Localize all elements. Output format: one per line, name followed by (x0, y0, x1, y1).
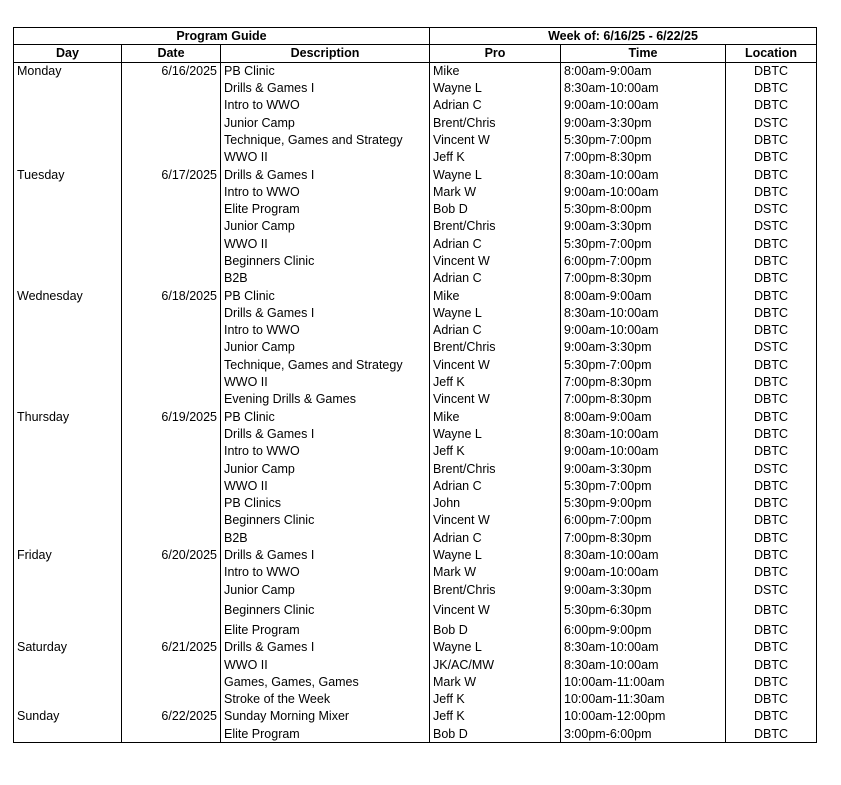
column-header-time: Time (561, 45, 726, 62)
schedule-row (14, 200, 817, 217)
day-cell: Tuesday (14, 166, 122, 183)
pro-cell: Adrian C (430, 270, 561, 287)
day-cell (14, 725, 122, 742)
date-cell (122, 373, 221, 390)
description-cell: Sunday Morning Mixer (221, 708, 430, 725)
pro-cell: Wayne L (430, 304, 561, 321)
day-cell (14, 79, 122, 96)
location-cell: DBTC (726, 690, 817, 707)
description-cell: WWO II (221, 235, 430, 252)
time-cell: 5:30pm-7:00pm (561, 356, 726, 373)
date-cell (122, 673, 221, 690)
pro-cell: John (430, 495, 561, 512)
date-cell (122, 725, 221, 742)
location-cell: DBTC (726, 656, 817, 673)
time-cell: 9:00am-3:30pm (561, 114, 726, 131)
day-cell (14, 149, 122, 166)
description-cell: Technique, Games and Strategy (221, 131, 430, 148)
schedule-row (14, 270, 817, 287)
location-cell: DBTC (726, 356, 817, 373)
location-cell: DBTC (726, 477, 817, 494)
schedule-row (14, 391, 817, 408)
description-cell: PB Clinic (221, 62, 430, 79)
pro-cell: Adrian C (430, 529, 561, 546)
date-cell (122, 690, 221, 707)
description-cell: Evening Drills & Games (221, 391, 430, 408)
description-cell: WWO II (221, 656, 430, 673)
description-cell: Junior Camp (221, 339, 430, 356)
time-cell: 5:30pm-7:00pm (561, 477, 726, 494)
date-cell: 6/17/2025 (122, 166, 221, 183)
day-cell (14, 270, 122, 287)
time-cell: 8:30am-10:00am (561, 639, 726, 656)
location-cell: DSTC (726, 581, 817, 598)
pro-cell: Vincent W (430, 512, 561, 529)
location-cell: DBTC (726, 621, 817, 638)
date-cell (122, 564, 221, 581)
location-cell: DBTC (726, 131, 817, 148)
day-cell: Friday (14, 546, 122, 563)
schedule-row (14, 708, 817, 725)
day-cell (14, 304, 122, 321)
schedule-row (14, 529, 817, 546)
schedule-row (14, 218, 817, 235)
pro-cell: Mike (430, 408, 561, 425)
program-guide-table (13, 27, 817, 743)
date-cell (122, 183, 221, 200)
schedule-row (14, 131, 817, 148)
day-cell (14, 495, 122, 512)
day-cell (14, 621, 122, 638)
day-cell (14, 512, 122, 529)
date-cell (122, 356, 221, 373)
description-cell: PB Clinics (221, 495, 430, 512)
date-cell: 6/19/2025 (122, 408, 221, 425)
date-cell: 6/21/2025 (122, 639, 221, 656)
pro-cell: Wayne L (430, 546, 561, 563)
date-cell (122, 97, 221, 114)
day-cell (14, 529, 122, 546)
location-cell: DBTC (726, 443, 817, 460)
day-cell (14, 373, 122, 390)
time-cell: 5:30pm-7:00pm (561, 131, 726, 148)
description-cell: Intro to WWO (221, 564, 430, 581)
schedule-row (14, 639, 817, 656)
day-cell (14, 598, 122, 621)
location-cell: DBTC (726, 564, 817, 581)
time-cell: 9:00am-10:00am (561, 183, 726, 200)
location-cell: DBTC (726, 598, 817, 621)
date-cell (122, 270, 221, 287)
pro-cell: Wayne L (430, 79, 561, 96)
time-cell: 8:30am-10:00am (561, 546, 726, 563)
schedule-row (14, 598, 817, 621)
column-header-date: Date (122, 45, 221, 62)
location-cell: DBTC (726, 391, 817, 408)
date-cell: 6/16/2025 (122, 62, 221, 79)
date-cell (122, 218, 221, 235)
schedule-row (14, 356, 817, 373)
date-cell (122, 598, 221, 621)
pro-cell: Bob D (430, 621, 561, 638)
day-cell (14, 460, 122, 477)
pro-cell: Mike (430, 62, 561, 79)
location-cell: DBTC (726, 183, 817, 200)
description-cell: Drills & Games I (221, 79, 430, 96)
day-cell (14, 690, 122, 707)
pro-cell: Jeff K (430, 149, 561, 166)
location-cell: DBTC (726, 708, 817, 725)
column-header-row (14, 45, 817, 62)
date-cell (122, 477, 221, 494)
description-cell: Beginners Clinic (221, 512, 430, 529)
description-cell: Elite Program (221, 725, 430, 742)
day-cell (14, 356, 122, 373)
time-cell: 7:00pm-8:30pm (561, 270, 726, 287)
schedule-row (14, 656, 817, 673)
time-cell: 9:00am-10:00am (561, 322, 726, 339)
pro-cell: Jeff K (430, 373, 561, 390)
day-cell: Sunday (14, 708, 122, 725)
schedule-row (14, 252, 817, 269)
location-cell: DBTC (726, 512, 817, 529)
day-cell: Thursday (14, 408, 122, 425)
schedule-row (14, 673, 817, 690)
schedule-row (14, 373, 817, 390)
time-cell: 7:00pm-8:30pm (561, 373, 726, 390)
schedule-row (14, 546, 817, 563)
date-cell (122, 425, 221, 442)
description-cell: Intro to WWO (221, 97, 430, 114)
location-cell: DBTC (726, 149, 817, 166)
schedule-row (14, 460, 817, 477)
day-cell (14, 339, 122, 356)
location-cell: DBTC (726, 252, 817, 269)
time-cell: 10:00am-11:30am (561, 690, 726, 707)
time-cell: 8:30am-10:00am (561, 425, 726, 442)
time-cell: 8:00am-9:00am (561, 62, 726, 79)
location-cell: DSTC (726, 339, 817, 356)
schedule-row (14, 621, 817, 638)
day-cell (14, 656, 122, 673)
description-cell: Intro to WWO (221, 183, 430, 200)
location-cell: DBTC (726, 304, 817, 321)
day-cell (14, 477, 122, 494)
schedule-row (14, 425, 817, 442)
program-guide-title: Program Guide (14, 28, 430, 45)
schedule-row (14, 564, 817, 581)
pro-cell: Jeff K (430, 708, 561, 725)
description-cell: Junior Camp (221, 460, 430, 477)
pro-cell: Adrian C (430, 97, 561, 114)
description-cell: WWO II (221, 477, 430, 494)
date-cell (122, 200, 221, 217)
date-cell (122, 460, 221, 477)
date-cell: 6/22/2025 (122, 708, 221, 725)
day-cell (14, 673, 122, 690)
pro-cell: Adrian C (430, 235, 561, 252)
description-cell: Intro to WWO (221, 322, 430, 339)
date-cell (122, 529, 221, 546)
schedule-row (14, 166, 817, 183)
time-cell: 9:00am-3:30pm (561, 339, 726, 356)
day-cell (14, 443, 122, 460)
description-cell: Drills & Games I (221, 304, 430, 321)
column-header-description: Description (221, 45, 430, 62)
schedule-row (14, 183, 817, 200)
date-cell (122, 114, 221, 131)
time-cell: 8:30am-10:00am (561, 79, 726, 96)
description-cell: Technique, Games and Strategy (221, 356, 430, 373)
day-cell (14, 581, 122, 598)
location-cell: DBTC (726, 408, 817, 425)
description-cell: Junior Camp (221, 114, 430, 131)
date-cell (122, 252, 221, 269)
location-cell: DSTC (726, 200, 817, 217)
week-range: Week of: 6/16/25 - 6/22/25 (430, 28, 817, 45)
date-cell (122, 322, 221, 339)
schedule-row (14, 495, 817, 512)
time-cell: 9:00am-3:30pm (561, 581, 726, 598)
schedule-row (14, 408, 817, 425)
schedule-row (14, 304, 817, 321)
description-cell: B2B (221, 529, 430, 546)
location-cell: DBTC (726, 546, 817, 563)
time-cell: 7:00pm-8:30pm (561, 529, 726, 546)
schedule-row (14, 477, 817, 494)
time-cell: 9:00am-10:00am (561, 564, 726, 581)
pro-cell: Mike (430, 287, 561, 304)
description-cell: B2B (221, 270, 430, 287)
schedule-row (14, 235, 817, 252)
description-cell: Drills & Games I (221, 425, 430, 442)
title-row (14, 28, 817, 45)
pro-cell: Vincent W (430, 598, 561, 621)
time-cell: 5:30pm-6:30pm (561, 598, 726, 621)
column-header-location: Location (726, 45, 817, 62)
day-cell (14, 322, 122, 339)
pro-cell: Adrian C (430, 322, 561, 339)
day-cell (14, 218, 122, 235)
location-cell: DBTC (726, 373, 817, 390)
day-cell: Monday (14, 62, 122, 79)
time-cell: 6:00pm-7:00pm (561, 512, 726, 529)
day-cell (14, 391, 122, 408)
location-cell: DSTC (726, 460, 817, 477)
pro-cell: Bob D (430, 200, 561, 217)
time-cell: 9:00am-3:30pm (561, 218, 726, 235)
date-cell (122, 443, 221, 460)
time-cell: 5:30pm-9:00pm (561, 495, 726, 512)
description-cell: Elite Program (221, 621, 430, 638)
pro-cell: Wayne L (430, 166, 561, 183)
location-cell: DBTC (726, 79, 817, 96)
time-cell: 9:00am-10:00am (561, 97, 726, 114)
description-cell: PB Clinic (221, 408, 430, 425)
description-cell: Intro to WWO (221, 443, 430, 460)
pro-cell: Bob D (430, 725, 561, 742)
schedule-row (14, 322, 817, 339)
time-cell: 9:00am-3:30pm (561, 460, 726, 477)
schedule-row (14, 725, 817, 742)
day-cell (14, 200, 122, 217)
schedule-row (14, 287, 817, 304)
description-cell: Drills & Games I (221, 546, 430, 563)
description-cell: Drills & Games I (221, 639, 430, 656)
date-cell: 6/18/2025 (122, 287, 221, 304)
location-cell: DBTC (726, 725, 817, 742)
date-cell (122, 79, 221, 96)
pro-cell: Wayne L (430, 639, 561, 656)
description-cell: Stroke of the Week (221, 690, 430, 707)
description-cell: Beginners Clinic (221, 252, 430, 269)
pro-cell: Adrian C (430, 477, 561, 494)
day-cell (14, 131, 122, 148)
date-cell (122, 131, 221, 148)
pro-cell: Vincent W (430, 391, 561, 408)
day-cell (14, 97, 122, 114)
time-cell: 5:30pm-8:00pm (561, 200, 726, 217)
pro-cell: Vincent W (430, 356, 561, 373)
date-cell (122, 495, 221, 512)
time-cell: 6:00pm-9:00pm (561, 621, 726, 638)
day-cell (14, 425, 122, 442)
day-cell (14, 235, 122, 252)
time-cell: 8:00am-9:00am (561, 287, 726, 304)
date-cell (122, 621, 221, 638)
location-cell: DSTC (726, 114, 817, 131)
location-cell: DBTC (726, 166, 817, 183)
day-cell: Saturday (14, 639, 122, 656)
pro-cell: Brent/Chris (430, 218, 561, 235)
pro-cell: Brent/Chris (430, 460, 561, 477)
time-cell: 7:00pm-8:30pm (561, 149, 726, 166)
time-cell: 10:00am-11:00am (561, 673, 726, 690)
pro-cell: Mark W (430, 183, 561, 200)
description-cell: Elite Program (221, 200, 430, 217)
description-cell: PB Clinic (221, 287, 430, 304)
location-cell: DBTC (726, 62, 817, 79)
description-cell: Junior Camp (221, 218, 430, 235)
column-header-pro: Pro (430, 45, 561, 62)
location-cell: DBTC (726, 495, 817, 512)
pro-cell: Jeff K (430, 690, 561, 707)
location-cell: DBTC (726, 235, 817, 252)
schedule-row (14, 114, 817, 131)
schedule-body (14, 62, 817, 742)
schedule-row (14, 512, 817, 529)
location-cell: DBTC (726, 529, 817, 546)
location-cell: DBTC (726, 270, 817, 287)
description-cell: Junior Camp (221, 581, 430, 598)
location-cell: DBTC (726, 639, 817, 656)
time-cell: 10:00am-12:00pm (561, 708, 726, 725)
time-cell: 7:00pm-8:30pm (561, 391, 726, 408)
date-cell (122, 339, 221, 356)
day-cell (14, 564, 122, 581)
time-cell: 6:00pm-7:00pm (561, 252, 726, 269)
pro-cell: Jeff K (430, 443, 561, 460)
time-cell: 8:00am-9:00am (561, 408, 726, 425)
time-cell: 8:30am-10:00am (561, 304, 726, 321)
schedule-row (14, 79, 817, 96)
date-cell (122, 235, 221, 252)
pro-cell: Vincent W (430, 131, 561, 148)
pro-cell: Wayne L (430, 425, 561, 442)
location-cell: DBTC (726, 425, 817, 442)
column-header-day: Day (14, 45, 122, 62)
description-cell: WWO II (221, 149, 430, 166)
schedule-row (14, 443, 817, 460)
time-cell: 5:30pm-7:00pm (561, 235, 726, 252)
schedule-row (14, 97, 817, 114)
pro-cell: Vincent W (430, 252, 561, 269)
description-cell: Beginners Clinic (221, 598, 430, 621)
location-cell: DBTC (726, 287, 817, 304)
time-cell: 9:00am-10:00am (561, 443, 726, 460)
description-cell: Drills & Games I (221, 166, 430, 183)
description-cell: Games, Games, Games (221, 673, 430, 690)
date-cell (122, 391, 221, 408)
time-cell: 3:00pm-6:00pm (561, 725, 726, 742)
day-cell (14, 183, 122, 200)
schedule-row (14, 581, 817, 598)
date-cell (122, 512, 221, 529)
pro-cell: Brent/Chris (430, 114, 561, 131)
schedule-row (14, 149, 817, 166)
date-cell (122, 149, 221, 166)
date-cell: 6/20/2025 (122, 546, 221, 563)
pro-cell: Mark W (430, 564, 561, 581)
pro-cell: JK/AC/MW (430, 656, 561, 673)
location-cell: DBTC (726, 97, 817, 114)
pro-cell: Brent/Chris (430, 581, 561, 598)
day-cell (14, 252, 122, 269)
time-cell: 8:30am-10:00am (561, 656, 726, 673)
date-cell (122, 304, 221, 321)
day-cell: Wednesday (14, 287, 122, 304)
pro-cell: Mark W (430, 673, 561, 690)
schedule-row (14, 62, 817, 79)
location-cell: DSTC (726, 218, 817, 235)
pro-cell: Brent/Chris (430, 339, 561, 356)
time-cell: 8:30am-10:00am (561, 166, 726, 183)
schedule-row (14, 339, 817, 356)
day-cell (14, 114, 122, 131)
date-cell (122, 581, 221, 598)
location-cell: DBTC (726, 673, 817, 690)
schedule-row (14, 690, 817, 707)
location-cell: DBTC (726, 322, 817, 339)
date-cell (122, 656, 221, 673)
description-cell: WWO II (221, 373, 430, 390)
